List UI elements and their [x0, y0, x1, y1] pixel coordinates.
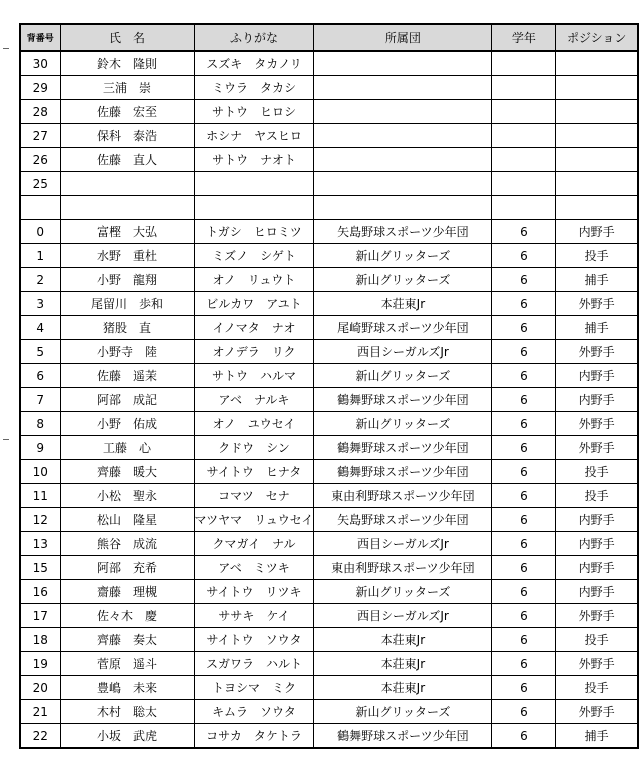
table-row — [20, 244, 638, 268]
cell-team: 鶴舞野球スポーツ少年団 — [314, 388, 492, 412]
table-row — [20, 196, 638, 220]
table-row — [20, 508, 638, 532]
cell-number: 13 — [20, 532, 60, 556]
cell-name: 松山 隆星 — [60, 508, 194, 532]
cell-team: 本荘東Jr — [314, 292, 492, 316]
cell-name — [60, 196, 194, 220]
cell-grade: 6 — [492, 460, 556, 484]
cell-name: 小松 聖永 — [60, 484, 194, 508]
cell-grade — [492, 124, 556, 148]
table-row — [20, 51, 638, 76]
cell-team: 西目シーガルズJr — [314, 604, 492, 628]
table-row — [20, 460, 638, 484]
cell-name: 佐藤 宏至 — [60, 100, 194, 124]
cell-name: 熊谷 成流 — [60, 532, 194, 556]
cell-grade: 6 — [492, 532, 556, 556]
cell-number: 28 — [20, 100, 60, 124]
cell-position: 内野手 — [556, 580, 638, 604]
cell-team: 西目シーガルズJr — [314, 340, 492, 364]
cell-grade: 6 — [492, 268, 556, 292]
cell-name: 尾留川 歩和 — [60, 292, 194, 316]
cell-furigana: オノ ユウセイ — [194, 412, 314, 436]
table-row — [20, 364, 638, 388]
table-row — [20, 556, 638, 580]
cell-team — [314, 51, 492, 76]
cell-number: 15 — [20, 556, 60, 580]
cell-position: 内野手 — [556, 508, 638, 532]
cell-name: 豊嶋 未来 — [60, 676, 194, 700]
cell-furigana: サイトウ リツキ — [194, 580, 314, 604]
cell-furigana: イノマタ ナオ — [194, 316, 314, 340]
cell-furigana: クマガイ ナル — [194, 532, 314, 556]
cell-name: 阿部 成記 — [60, 388, 194, 412]
cell-number: 20 — [20, 676, 60, 700]
cell-name: 保科 泰浩 — [60, 124, 194, 148]
cell-number: 0 — [20, 220, 60, 244]
cell-team: 新山グリッターズ — [314, 580, 492, 604]
margin-mark — [3, 48, 9, 49]
table-row — [20, 172, 638, 196]
cell-furigana: サトウ ナオト — [194, 148, 314, 172]
cell-position — [556, 172, 638, 196]
table-row — [20, 388, 638, 412]
cell-name: 佐藤 遥茉 — [60, 364, 194, 388]
cell-number: 18 — [20, 628, 60, 652]
cell-grade: 6 — [492, 340, 556, 364]
cell-position: 投手 — [556, 244, 638, 268]
cell-position: 外野手 — [556, 292, 638, 316]
cell-furigana: サイトウ ソウタ — [194, 628, 314, 652]
cell-team: 東由利野球スポーツ少年団 — [314, 484, 492, 508]
cell-name: 齊藤 暖大 — [60, 460, 194, 484]
table-row — [20, 580, 638, 604]
cell-name: 小坂 武虎 — [60, 724, 194, 749]
cell-name: 木村 聡太 — [60, 700, 194, 724]
cell-team: 新山グリッターズ — [314, 412, 492, 436]
cell-team — [314, 148, 492, 172]
cell-team — [314, 76, 492, 100]
cell-grade: 6 — [492, 580, 556, 604]
cell-team — [314, 100, 492, 124]
cell-position: 投手 — [556, 628, 638, 652]
cell-grade: 6 — [492, 508, 556, 532]
cell-name: 水野 重杜 — [60, 244, 194, 268]
table-row — [20, 628, 638, 652]
cell-furigana: ビルカワ アユト — [194, 292, 314, 316]
cell-grade — [492, 148, 556, 172]
cell-furigana: ホシナ ヤスヒロ — [194, 124, 314, 148]
cell-team: 新山グリッターズ — [314, 700, 492, 724]
cell-name: 三浦 崇 — [60, 76, 194, 100]
cell-furigana: スガワラ ハルト — [194, 652, 314, 676]
cell-grade: 6 — [492, 244, 556, 268]
cell-number: 10 — [20, 460, 60, 484]
cell-number: 4 — [20, 316, 60, 340]
cell-furigana: マツヤマ リュウセイ — [194, 508, 314, 532]
cell-team: 矢島野球スポーツ少年団 — [314, 220, 492, 244]
cell-number: 17 — [20, 604, 60, 628]
cell-name: 菅原 遥斗 — [60, 652, 194, 676]
cell-name: 富樫 大弘 — [60, 220, 194, 244]
cell-grade: 6 — [492, 316, 556, 340]
header-furigana: ふりがな — [194, 24, 314, 51]
cell-grade: 6 — [492, 388, 556, 412]
roster-sheet — [19, 23, 639, 749]
cell-team — [314, 124, 492, 148]
cell-number: 16 — [20, 580, 60, 604]
cell-grade: 6 — [492, 604, 556, 628]
cell-grade — [492, 196, 556, 220]
cell-position: 投手 — [556, 676, 638, 700]
cell-number: 2 — [20, 268, 60, 292]
cell-number: 19 — [20, 652, 60, 676]
cell-number: 21 — [20, 700, 60, 724]
cell-furigana: キムラ ソウタ — [194, 700, 314, 724]
cell-position: 外野手 — [556, 652, 638, 676]
cell-position: 投手 — [556, 460, 638, 484]
cell-number: 6 — [20, 364, 60, 388]
cell-grade: 6 — [492, 652, 556, 676]
cell-number: 12 — [20, 508, 60, 532]
cell-name — [60, 172, 194, 196]
table-row — [20, 484, 638, 508]
cell-team — [314, 172, 492, 196]
cell-position — [556, 148, 638, 172]
cell-grade: 6 — [492, 484, 556, 508]
cell-furigana: サトウ ハルマ — [194, 364, 314, 388]
header-name: 氏 名 — [60, 24, 194, 51]
header-position: ポジション — [556, 24, 638, 51]
cell-furigana: ササキ ケイ — [194, 604, 314, 628]
cell-position: 内野手 — [556, 220, 638, 244]
cell-team: 鶴舞野球スポーツ少年団 — [314, 436, 492, 460]
cell-furigana: コマツ セナ — [194, 484, 314, 508]
cell-name: 猪股 直 — [60, 316, 194, 340]
cell-name: 阿部 充希 — [60, 556, 194, 580]
cell-grade: 6 — [492, 724, 556, 749]
table-row — [20, 652, 638, 676]
cell-team: 新山グリッターズ — [314, 268, 492, 292]
cell-number: 11 — [20, 484, 60, 508]
cell-grade: 6 — [492, 364, 556, 388]
cell-position: 外野手 — [556, 436, 638, 460]
cell-number: 7 — [20, 388, 60, 412]
cell-number: 1 — [20, 244, 60, 268]
cell-furigana: サイトウ ヒナタ — [194, 460, 314, 484]
cell-number: 9 — [20, 436, 60, 460]
cell-furigana: アベ ナルキ — [194, 388, 314, 412]
table-row — [20, 700, 638, 724]
cell-furigana: オノデラ リク — [194, 340, 314, 364]
cell-grade: 6 — [492, 700, 556, 724]
cell-position: 内野手 — [556, 364, 638, 388]
cell-name: 佐藤 直人 — [60, 148, 194, 172]
cell-furigana: オノ リュウト — [194, 268, 314, 292]
cell-name: 佐々木 慶 — [60, 604, 194, 628]
cell-position: 内野手 — [556, 388, 638, 412]
cell-position: 外野手 — [556, 340, 638, 364]
cell-name: 齊藤 奏太 — [60, 628, 194, 652]
table-row — [20, 604, 638, 628]
cell-furigana: サトウ ヒロシ — [194, 100, 314, 124]
cell-position — [556, 76, 638, 100]
table-row — [20, 436, 638, 460]
cell-number: 27 — [20, 124, 60, 148]
margin-mark — [3, 439, 9, 440]
cell-grade: 6 — [492, 412, 556, 436]
cell-number: 3 — [20, 292, 60, 316]
cell-team: 西目シーガルズJr — [314, 532, 492, 556]
cell-grade: 6 — [492, 676, 556, 700]
roster-body — [20, 51, 638, 748]
cell-number: 30 — [20, 51, 60, 76]
cell-grade — [492, 51, 556, 76]
cell-grade: 6 — [492, 628, 556, 652]
cell-grade — [492, 172, 556, 196]
cell-furigana: ミズノ シゲト — [194, 244, 314, 268]
table-row — [20, 148, 638, 172]
cell-position — [556, 124, 638, 148]
cell-grade: 6 — [492, 292, 556, 316]
cell-number: 5 — [20, 340, 60, 364]
table-row — [20, 100, 638, 124]
table-row — [20, 532, 638, 556]
cell-position: 外野手 — [556, 700, 638, 724]
cell-position — [556, 100, 638, 124]
cell-team: 矢島野球スポーツ少年団 — [314, 508, 492, 532]
cell-name: 小野 佑成 — [60, 412, 194, 436]
table-row — [20, 316, 638, 340]
cell-team: 本荘東Jr — [314, 652, 492, 676]
header-number: 背番号 — [20, 24, 60, 51]
cell-number: 25 — [20, 172, 60, 196]
cell-grade — [492, 100, 556, 124]
cell-position: 内野手 — [556, 532, 638, 556]
cell-team: 新山グリッターズ — [314, 364, 492, 388]
cell-name: 工藤 心 — [60, 436, 194, 460]
header-team: 所属団 — [314, 24, 492, 51]
cell-name: 小野寺 陸 — [60, 340, 194, 364]
cell-position: 捕手 — [556, 268, 638, 292]
cell-team: 鶴舞野球スポーツ少年団 — [314, 460, 492, 484]
cell-name: 鈴木 隆則 — [60, 51, 194, 76]
cell-furigana: クドウ シン — [194, 436, 314, 460]
cell-furigana: アベ ミツキ — [194, 556, 314, 580]
table-row — [20, 676, 638, 700]
cell-number: 22 — [20, 724, 60, 749]
cell-grade: 6 — [492, 556, 556, 580]
header-grade: 学年 — [492, 24, 556, 51]
cell-furigana — [194, 196, 314, 220]
cell-position — [556, 51, 638, 76]
cell-position: 外野手 — [556, 412, 638, 436]
cell-position: 投手 — [556, 484, 638, 508]
table-row — [20, 76, 638, 100]
table-row — [20, 220, 638, 244]
cell-name: 齋藤 理槻 — [60, 580, 194, 604]
cell-furigana — [194, 172, 314, 196]
cell-number: 29 — [20, 76, 60, 100]
table-row — [20, 340, 638, 364]
cell-furigana: トヨシマ ミク — [194, 676, 314, 700]
cell-team: 尾崎野球スポーツ少年団 — [314, 316, 492, 340]
cell-grade: 6 — [492, 436, 556, 460]
cell-furigana: トガシ ヒロミツ — [194, 220, 314, 244]
cell-position: 捕手 — [556, 316, 638, 340]
cell-furigana: スズキ タカノリ — [194, 51, 314, 76]
cell-team: 新山グリッターズ — [314, 244, 492, 268]
cell-grade: 6 — [492, 220, 556, 244]
cell-team: 本荘東Jr — [314, 676, 492, 700]
cell-team — [314, 196, 492, 220]
cell-position: 捕手 — [556, 724, 638, 749]
cell-furigana: コサカ タケトラ — [194, 724, 314, 749]
table-row — [20, 412, 638, 436]
cell-team: 鶴舞野球スポーツ少年団 — [314, 724, 492, 749]
table-row — [20, 124, 638, 148]
cell-position: 外野手 — [556, 604, 638, 628]
table-row — [20, 292, 638, 316]
cell-grade — [492, 76, 556, 100]
cell-number: 8 — [20, 412, 60, 436]
cell-team: 本荘東Jr — [314, 628, 492, 652]
cell-furigana: ミウラ タカシ — [194, 76, 314, 100]
cell-name: 小野 龍翔 — [60, 268, 194, 292]
cell-position: 内野手 — [556, 556, 638, 580]
table-row — [20, 724, 638, 749]
cell-number — [20, 196, 60, 220]
cell-position — [556, 196, 638, 220]
cell-number: 26 — [20, 148, 60, 172]
table-row — [20, 268, 638, 292]
header-row — [20, 24, 638, 51]
roster-table — [19, 23, 639, 749]
cell-team: 東由利野球スポーツ少年団 — [314, 556, 492, 580]
